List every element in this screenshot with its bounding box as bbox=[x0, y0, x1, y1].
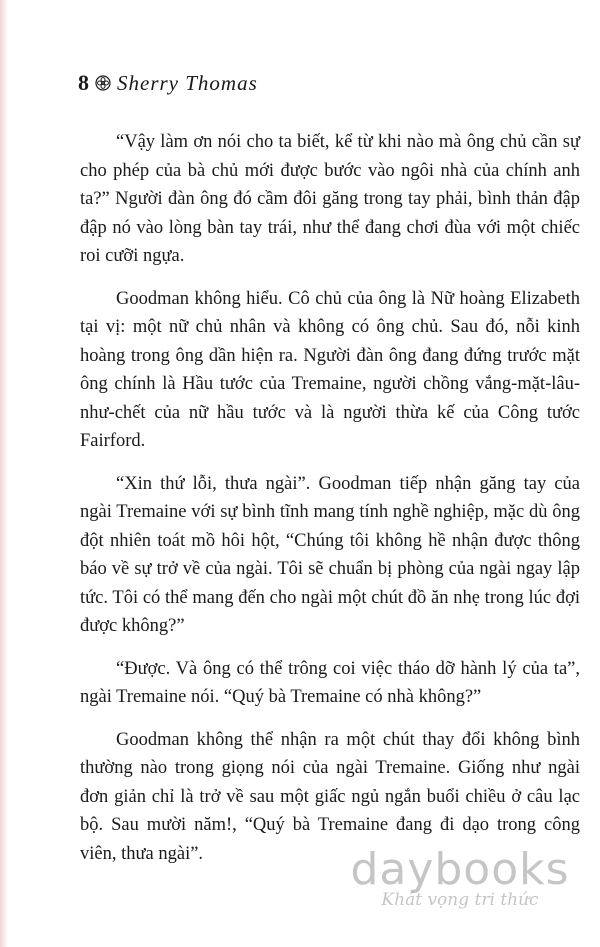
paragraph-2: Goodman không hiểu. Cô chủ của ông là Nữ hoàng Elizabeth tại vị: một nữ chủ nhân và không có ông chủ. Sau đó, nỗi kinh hoàng trong ông dần hiện ra. Người đàn ông đang đứng trước mặt ông chính là Hầu tước của Tremaine, người chồng vắng-mặt-lâu-như-chết của nữ hầu tước và là người thừa kế của Công tước Fairford. bbox=[80, 288, 580, 451]
paragraph-3: “Xin thứ lỗi, thưa ngài”. Goodman tiếp nhận găng tay của ngài Tremaine với sự bình tĩnh mang tính nghề nghiệp, mặc dù ông đột nhiên toát mồ hôi hột, “Chúng tôi không hề nhận được thông báo về sự trở về của ngài. Tôi sẽ chuẩn bị phòng của ngài ngay lập tức. Tôi có thể mang đến cho ngài một chút đồ ăn nhẹ trong lúc đợi được không?” bbox=[80, 473, 580, 636]
paragraph-4: “Được. Và ông có thể trông coi việc tháo dỡ hành lý của ta”, ngài Tremaine nói. “Quý bà Tremaine có nhà không?” bbox=[80, 658, 580, 707]
watermark-logo: daybooks bbox=[350, 844, 570, 895]
page-edge bbox=[0, 0, 8, 947]
page-number: 8 bbox=[78, 70, 89, 95]
flower-icon bbox=[95, 75, 111, 91]
running-header bbox=[78, 70, 258, 96]
paragraph-1: “Vậy làm ơn nói cho ta biết, kể từ khi nào mà ông chủ cần sự cho phép của bà chủ mới được bước vào ngôi nhà của chính anh ta?” Người đàn ông đó cầm đôi găng trong tay phải, bình thản đập đập nó vào lòng bàn tay trái, như thể đang chơi đùa với một chiếc roi cưỡi ngựa. bbox=[80, 132, 580, 266]
body-text bbox=[80, 128, 580, 882]
author-name: Sherry Thomas bbox=[117, 70, 258, 95]
watermark-slogan: Khát vọng tri thức bbox=[381, 890, 539, 910]
paragraph-5: Goodman không thể nhận ra một chút thay đổi không bình thường nào trong giọng nói của ngài Tremaine. Giống như ngài đơn giản chỉ là trở về sau một giấc ngủ ngắn buổi chiều ở câu lạc bộ. Sau mười năm!, “Quý bà Tremaine đang đi dạo trong công viên, thưa ngài”. bbox=[80, 729, 580, 864]
